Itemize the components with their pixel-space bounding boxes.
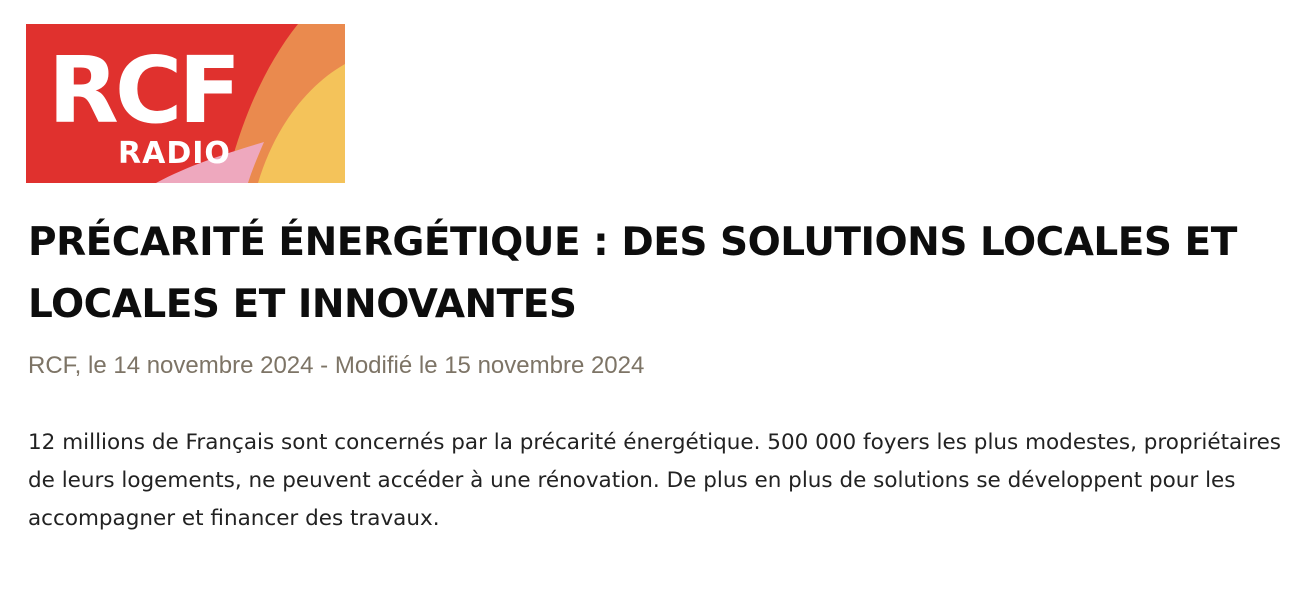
rcf-radio-logo[interactable] [26, 24, 345, 183]
article-summary: 12 millions de Français sont concernés par la précarité énergétique. 500 000 foyers les plus modestes, propriétaires de leurs logements, ne peuvent accéder à une rénovation. De plus en plus de solutions se développent pour les accompagner et financer des travaux. [28, 430, 1282, 531]
logo-brand-text: RCF [48, 37, 238, 144]
rcf-logo-graphic [26, 24, 345, 183]
article-title: PRÉCARITÉ ÉNERGÉTIQUE : DES SOLUTIONS LOCALES ET LOCALES ET INNOVANTES [28, 220, 1237, 327]
logo-subtitle-text: RADIO [118, 136, 231, 171]
article-meta: RCF, le 14 novembre 2024 - Modifié le 15 novembre 2024 [28, 352, 645, 379]
